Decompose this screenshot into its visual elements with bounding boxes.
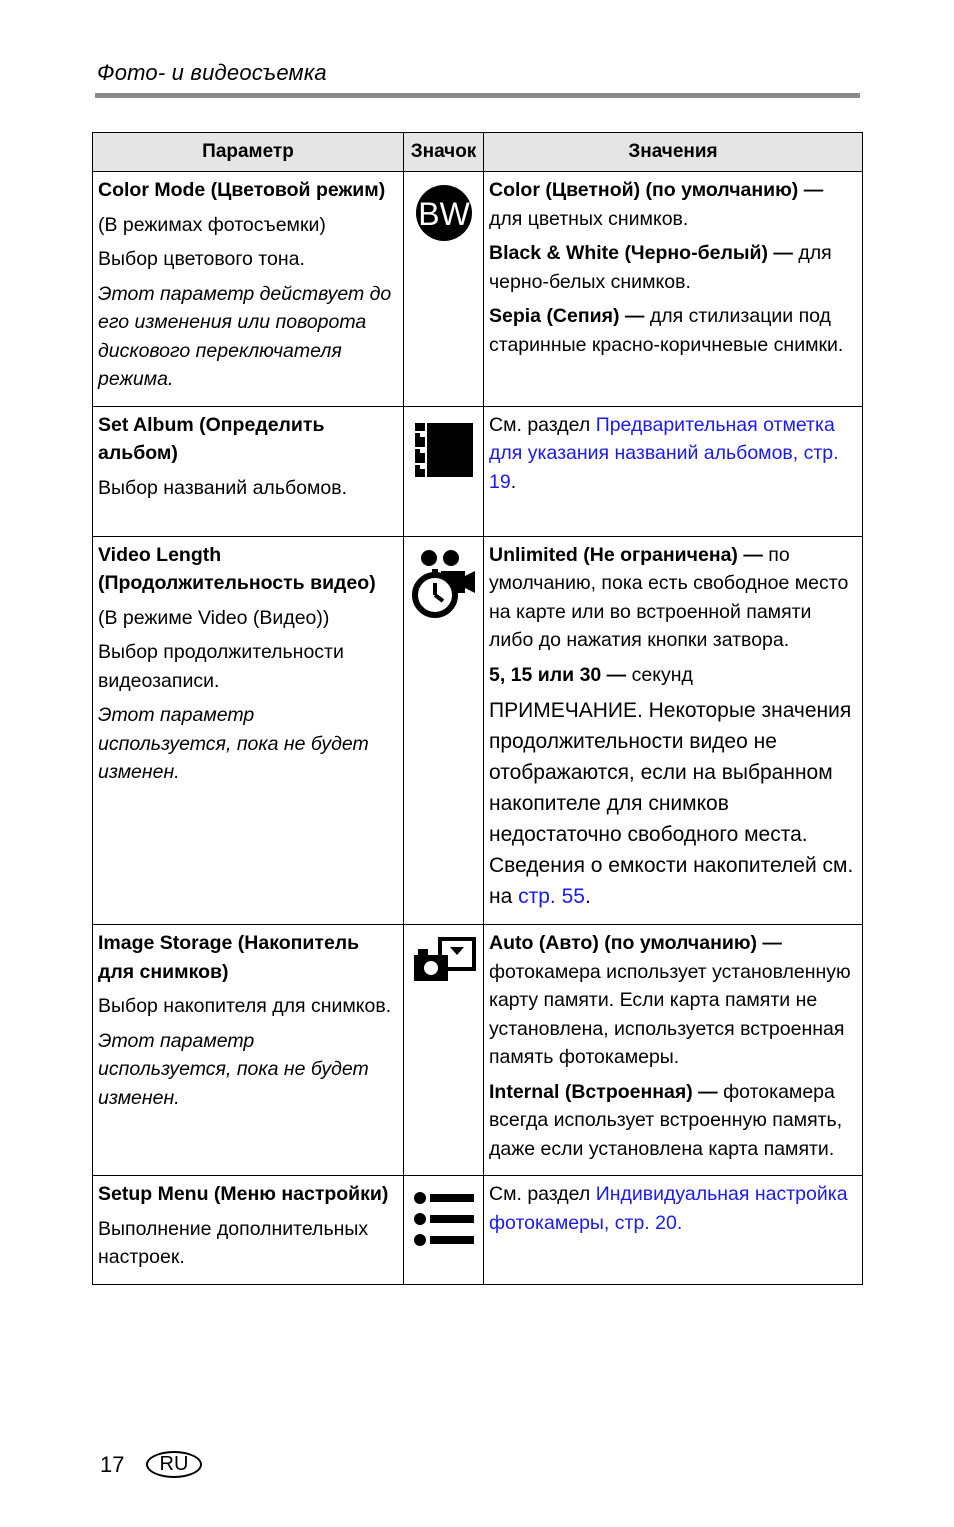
value-label: 5, 15 или 30 — bbox=[489, 663, 627, 686]
values-cell bbox=[484, 172, 863, 407]
see-prefix: См. раздел bbox=[489, 413, 591, 436]
param-note: Этот параметр используется, пока не будет изменен. bbox=[98, 1029, 369, 1109]
icon-cell bbox=[404, 406, 484, 536]
param-line: Выбор продолжительности видеозаписи. bbox=[98, 641, 344, 692]
value-text: фотокамера всегда использует встроенную память, даже если установлена карта памяти. bbox=[489, 1080, 843, 1160]
param-line: (В режиме Video (Видео)) bbox=[98, 606, 330, 629]
parameters-table bbox=[92, 132, 863, 1285]
header-rule bbox=[95, 93, 860, 98]
table-row-image-storage bbox=[93, 925, 863, 1176]
table-row-setup-menu bbox=[93, 1176, 863, 1285]
param-title: Setup Menu (Меню настройки) bbox=[98, 1183, 389, 1205]
value-label: Auto (Авто) (по умолчанию) — bbox=[489, 932, 782, 954]
icon-cell bbox=[404, 1176, 484, 1285]
value-text: фотокамера использует установленную карту памяти. Если карта памяти не установлена, используется встроенная память фотокамеры. bbox=[489, 960, 851, 1068]
param-cell bbox=[93, 925, 404, 1176]
table-row-video-length bbox=[93, 536, 863, 925]
values-cell bbox=[484, 536, 863, 925]
video-length-icon bbox=[411, 549, 477, 621]
value-label: Unlimited (Не ограничена) — bbox=[489, 543, 763, 566]
param-line: Выбор накопителя для снимков. bbox=[98, 995, 392, 1017]
note-link[interactable]: стр. 55 bbox=[518, 885, 585, 908]
param-line: Выбор цветового тона. bbox=[98, 248, 305, 270]
see-link[interactable]: Предварительная отметка для указания названий альбомов, стр. 19 bbox=[489, 413, 839, 493]
param-line: (В режимах фотосъемки) bbox=[98, 213, 326, 236]
param-line: Выбор названий альбомов. bbox=[98, 476, 348, 499]
param-title: Set Album (Определить альбом) bbox=[98, 413, 325, 464]
icon-cell bbox=[404, 536, 484, 925]
icon-cell bbox=[404, 925, 484, 1176]
table-header-row bbox=[93, 133, 863, 172]
param-title: Image Storage (Накопитель для снимков) bbox=[98, 932, 360, 983]
table-row-color-mode bbox=[93, 172, 863, 407]
param-line: Выполнение дополнительных настроек. bbox=[98, 1217, 369, 1268]
page-number: 17 bbox=[100, 1452, 125, 1477]
column-header-values: Значения bbox=[484, 133, 863, 172]
value-text: для цветных снимков. bbox=[489, 207, 689, 230]
svg-text:BW: BW bbox=[417, 196, 470, 232]
param-cell bbox=[93, 406, 404, 536]
see-link[interactable]: Индивидуальная настройка фотокамеры, стр. 20. bbox=[489, 1183, 848, 1234]
set-album-icon bbox=[413, 419, 475, 481]
value-label: Color (Цветной) (по умолчанию) — bbox=[489, 179, 824, 201]
note-suffix: . bbox=[584, 885, 591, 908]
value-label: Sepia (Сепия) — bbox=[489, 305, 645, 327]
value-text: секунд bbox=[631, 663, 693, 686]
param-note: Этот параметр используется, пока не будет изменен. bbox=[98, 704, 369, 783]
param-cell bbox=[93, 1176, 404, 1285]
column-header-param: Параметр bbox=[93, 133, 404, 172]
values-cell bbox=[484, 1176, 863, 1285]
table-row-set-album bbox=[93, 406, 863, 536]
param-cell bbox=[93, 172, 404, 407]
icon-cell bbox=[404, 172, 484, 407]
value-text: для черно-белых снимков. bbox=[489, 242, 832, 293]
setup-menu-icon bbox=[412, 1188, 476, 1250]
param-title: Video Length (Продолжительность видео) bbox=[98, 543, 376, 594]
values-cell bbox=[484, 925, 863, 1176]
bw-color-mode-icon bbox=[415, 184, 473, 242]
values-cell bbox=[484, 406, 863, 536]
param-title: Color Mode (Цветовой режим) bbox=[98, 179, 386, 201]
column-header-icon: Значок bbox=[404, 133, 484, 172]
image-storage-icon bbox=[412, 937, 476, 985]
language-badge: RU bbox=[146, 1451, 202, 1478]
param-note: Этот параметр действует до его изменения или поворота дискового переключателя режима. bbox=[98, 282, 392, 390]
value-label: Black & White (Черно-белый) — bbox=[489, 242, 793, 264]
see-prefix: См. раздел bbox=[489, 1183, 591, 1205]
page-header-title: Фото- и видеосъемка bbox=[97, 60, 327, 85]
param-cell bbox=[93, 536, 404, 925]
note-text: ПРИМЕЧАНИЕ. Некоторые значения продолжительности видео не отображаются, если на выбранном накопителе для снимков недостаточно свободного места. Сведения о емкости накопителей см. на bbox=[489, 699, 854, 908]
value-text: для стилизации под старинные красно-коричневые снимки. bbox=[489, 305, 844, 356]
see-suffix: . bbox=[510, 470, 517, 493]
value-text: по умолчанию, пока есть свободное место на карте или во встроенной памяти либо до нажатия кнопки затвора. bbox=[489, 543, 849, 651]
value-label: Internal (Встроенная) — bbox=[489, 1080, 718, 1103]
